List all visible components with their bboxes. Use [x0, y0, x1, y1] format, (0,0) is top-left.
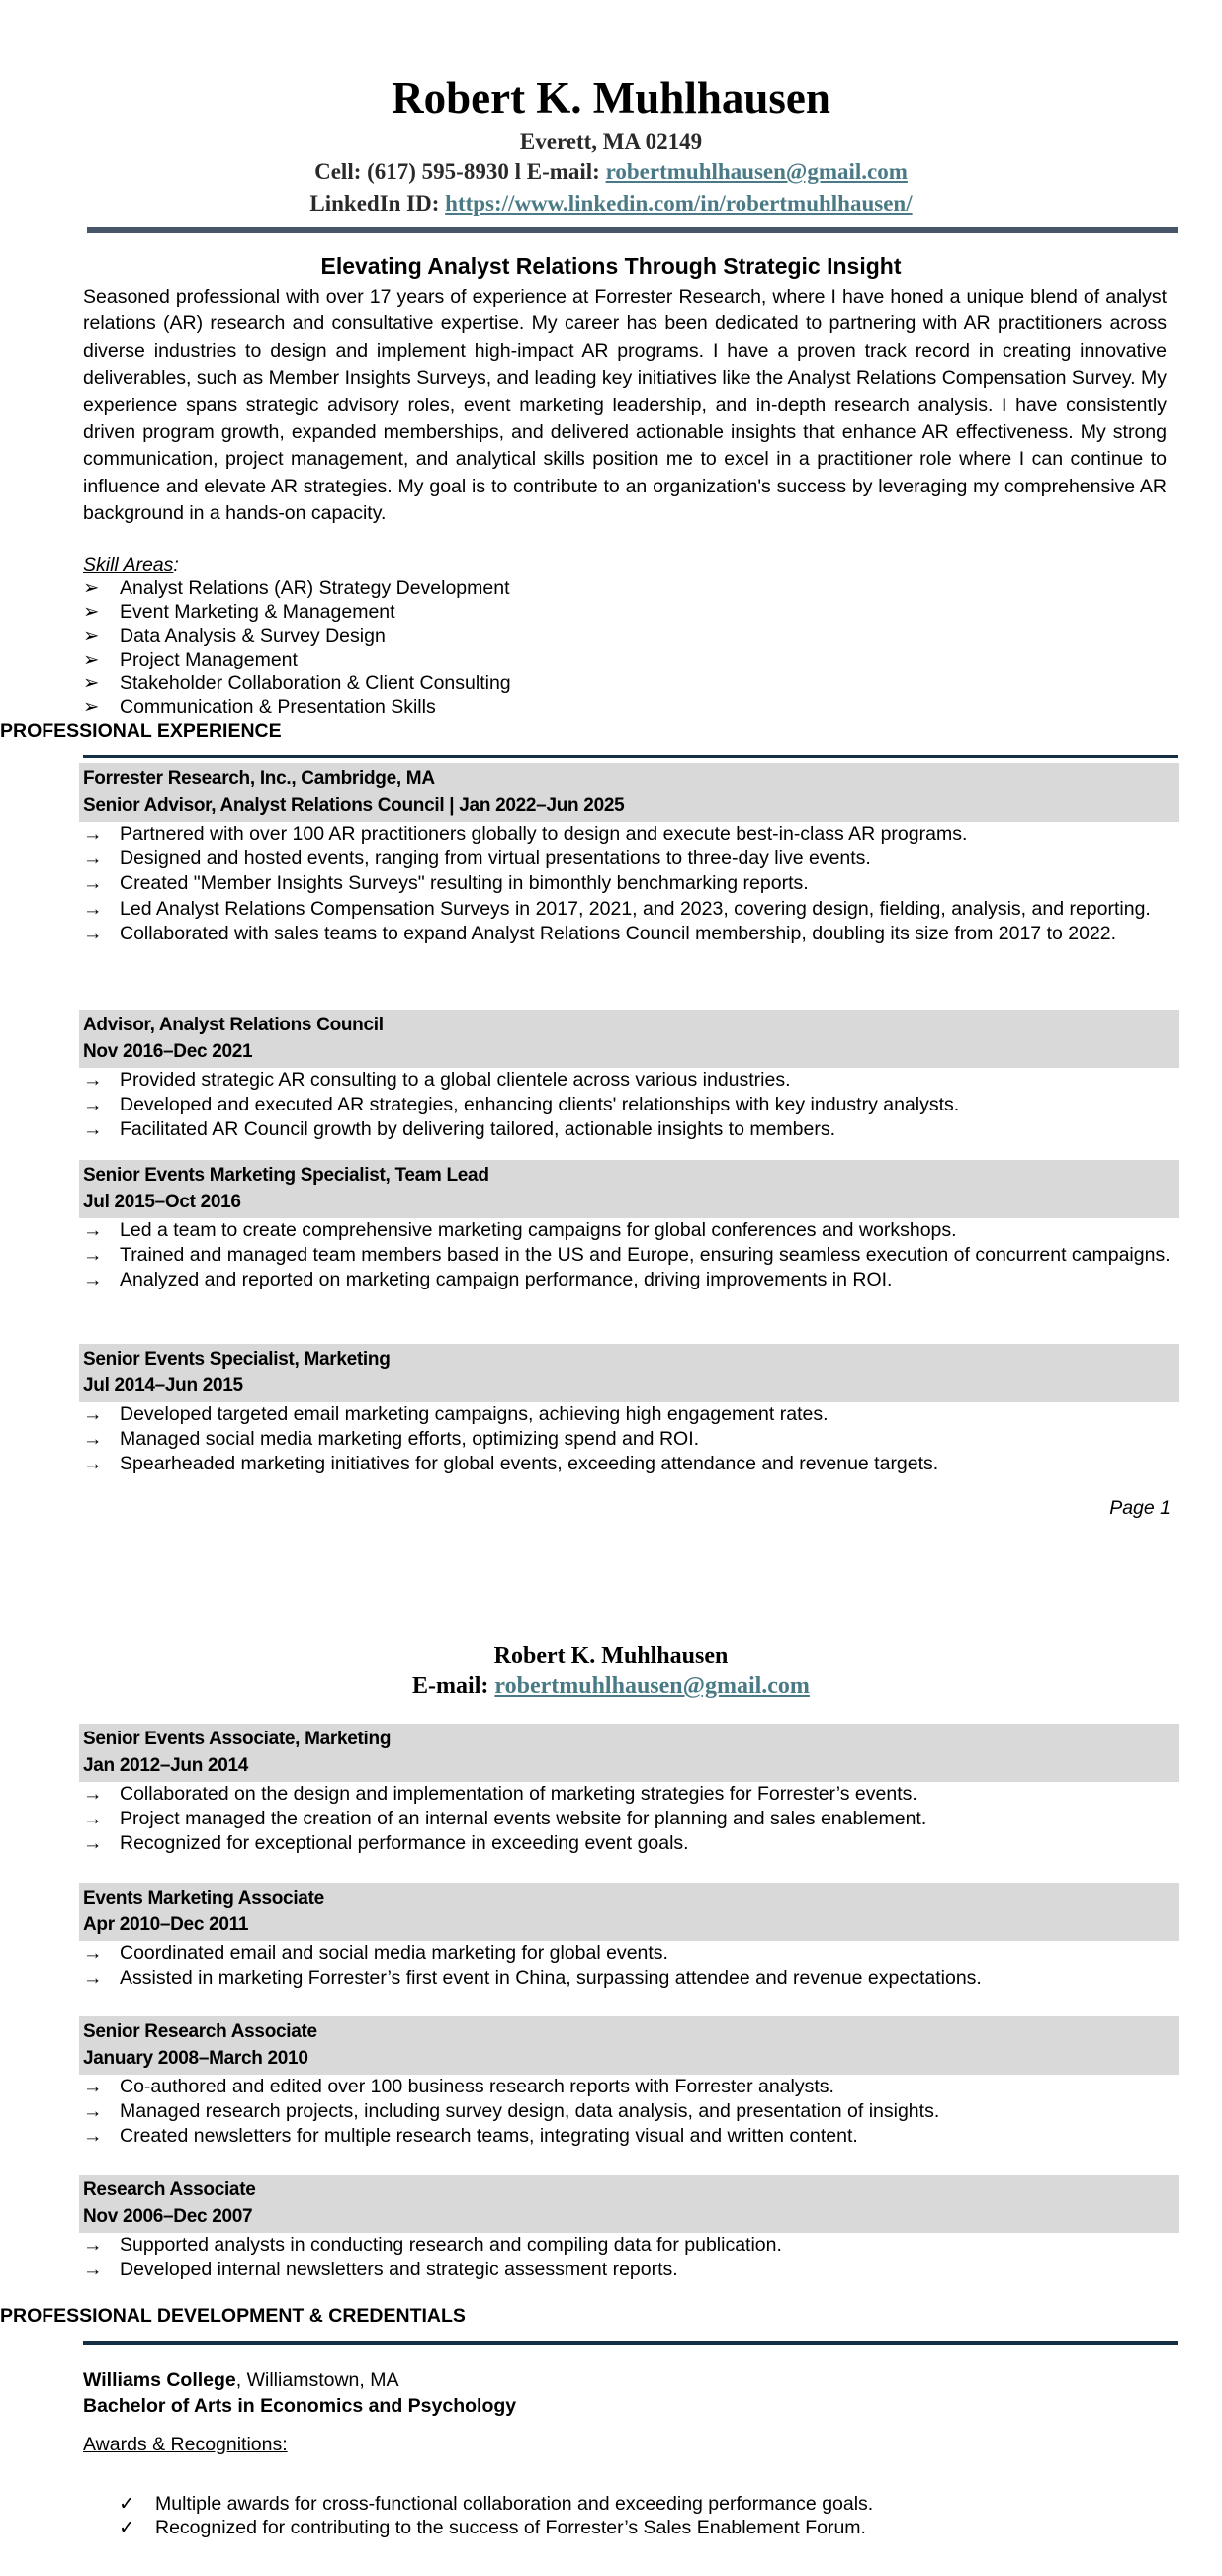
- job-header: [79, 1883, 1179, 1941]
- skill-text: Communication & Presentation Skills: [120, 696, 436, 718]
- page2-candidate-name: Robert K. Muhlhausen: [493, 1643, 729, 1669]
- job-bullet: [83, 846, 1179, 871]
- arrow-right-icon: →: [83, 1094, 103, 1116]
- job-bullet-text: Managed social media marketing efforts, optimizing spend and ROI.: [120, 1428, 700, 1451]
- skills-label-text: Skill Areas: [83, 554, 174, 576]
- experience-divider: [83, 755, 1178, 758]
- arrow-right-icon: →: [83, 1269, 103, 1291]
- skill-item: [83, 648, 511, 671]
- arrow-right-icon: →: [83, 2259, 103, 2281]
- arrowhead-bullet-icon: ➢: [83, 696, 100, 718]
- school-name: Williams College: [83, 2369, 236, 2391]
- job-bullet: [83, 1068, 1179, 1093]
- job-bullet: [83, 1427, 1179, 1452]
- arrow-right-icon: →: [83, 2100, 103, 2123]
- summary-headline: Elevating Analyst Relations Through Strategic Insight: [320, 253, 902, 279]
- job-bullet-text: Co-authored and edited over 100 business research reports with Forrester analysts.: [120, 2076, 834, 2097]
- job-bullet: [83, 1807, 1179, 1831]
- job-bullet-text: Created newsletters for multiple research teams, integrating visual and written content.: [120, 2125, 858, 2148]
- job-bullet-text: Created "Member Insights Surveys" resulting in bimonthly benchmarking reports.: [120, 872, 809, 895]
- arrow-right-icon: →: [83, 2076, 103, 2097]
- arrow-right-icon: →: [83, 922, 103, 944]
- school-location: , Williamstown, MA: [235, 2369, 399, 2391]
- job-bullet: [83, 1243, 1179, 1268]
- header-divider: [87, 227, 1178, 233]
- job-bullet: [83, 1402, 1179, 1427]
- job-header-line-2: Nov 2006–Dec 2007: [83, 2206, 253, 2227]
- job-header-line-2: Jan 2012–Jun 2014: [83, 1755, 249, 1776]
- job-bullets: [79, 1068, 1179, 1143]
- email-link[interactable]: robertmuhlhausen@gmail.com: [605, 159, 908, 184]
- job-header-line-1: Senior Research Associate: [83, 2021, 317, 2042]
- job-entry: [79, 763, 1179, 946]
- skill-item: [83, 600, 511, 624]
- job-bullet-text: Supported analysts in conducting research and compiling data for publication.: [120, 2234, 782, 2256]
- job-entry: [79, 2175, 1179, 2282]
- job-header: [79, 2016, 1179, 2075]
- job-bullet-text: Led a team to create comprehensive marketing campaigns for global conferences and workshops.: [120, 1219, 957, 1241]
- linkedin-line: [0, 190, 1222, 218]
- job-bullet: [83, 2233, 1179, 2258]
- arrow-right-icon: →: [83, 2234, 103, 2256]
- job-header: [79, 1160, 1179, 1218]
- job-bullet: [83, 1966, 1179, 1991]
- job-header-line-1: Forrester Research, Inc., Cambridge, MA: [83, 768, 435, 789]
- arrow-right-icon: →: [83, 1403, 103, 1425]
- arrow-right-icon: →: [83, 1118, 103, 1141]
- arrow-right-icon: →: [83, 1219, 103, 1241]
- job-bullet-text: Developed targeted email marketing campaigns, achieving high engagement rates.: [120, 1403, 829, 1425]
- school-line: [83, 2367, 516, 2393]
- job-header-line-1: Research Associate: [83, 2179, 256, 2200]
- linkedin-label: LinkedIn ID:: [309, 191, 446, 216]
- job-bullet-text: Designed and hosted events, ranging from virtual presentations to three-day live events.: [120, 847, 871, 870]
- job-header: [79, 763, 1179, 822]
- job-bullet: [83, 1452, 1179, 1476]
- job-bullet: [83, 1782, 1179, 1807]
- job-header-line-2: Apr 2010–Dec 2011: [83, 1914, 249, 1935]
- job-header: [79, 2175, 1179, 2233]
- credentials-section-title: PROFESSIONAL DEVELOPMENT & CREDENTIALS: [0, 2305, 466, 2327]
- job-bullet-text: Developed internal newsletters and strategic assessment reports.: [120, 2259, 678, 2281]
- skills-list: [83, 577, 511, 719]
- skill-text: Event Marketing & Management: [120, 601, 395, 623]
- skill-item: [83, 624, 511, 648]
- job-header: [79, 1724, 1179, 1782]
- job-header-line-2: Nov 2016–Dec 2021: [83, 1041, 253, 1062]
- job-bullet: [83, 2124, 1179, 2149]
- job-entry: [79, 1160, 1179, 1293]
- degree: Bachelor of Arts in Economics and Psychology: [83, 2395, 517, 2417]
- job-bullets: [79, 1782, 1179, 1857]
- job-header-line-2: January 2008–March 2010: [83, 2048, 308, 2069]
- job-header-line-2: Jul 2014–Jun 2015: [83, 1376, 243, 1396]
- skill-text: Stakeholder Collaboration & Client Consulting: [120, 672, 511, 694]
- job-bullet: [83, 1218, 1179, 1243]
- job-bullets: [79, 2075, 1179, 2150]
- job-bullet: [83, 2075, 1179, 2099]
- job-bullet: [83, 2099, 1179, 2124]
- job-bullet-text: Facilitated AR Council growth by delivering tailored, actionable insights to members.: [120, 1118, 836, 1141]
- arrow-right-icon: →: [83, 1967, 103, 1990]
- page2-email-link[interactable]: robertmuhlhausen@gmail.com: [494, 1673, 810, 1699]
- contact-line: [0, 158, 1222, 186]
- job-bullet: [83, 1941, 1179, 1966]
- job-bullet-text: Managed research projects, including survey design, data analysis, and presentation of insights.: [120, 2100, 940, 2123]
- skill-item: [83, 577, 511, 600]
- job-bullet: [83, 2258, 1179, 2282]
- experience-section-title: PROFESSIONAL EXPERIENCE: [0, 720, 282, 742]
- job-bullet-text: Partnered with over 100 AR practitioners globally to design and execute best-in-class AR programs.: [120, 823, 968, 844]
- job-header: [79, 1344, 1179, 1402]
- candidate-name: Robert K. Muhlhausen: [392, 73, 830, 123]
- checkmark-icon: ✓: [119, 2517, 135, 2538]
- job-header-line-2: Jul 2015–Oct 2016: [83, 1192, 241, 1212]
- job-bullet: [83, 1268, 1179, 1292]
- arrowhead-bullet-icon: ➢: [83, 672, 100, 694]
- job-bullet: [83, 871, 1179, 896]
- job-header-line-1: Events Marketing Associate: [83, 1888, 324, 1909]
- arrow-right-icon: →: [83, 1453, 103, 1475]
- arrow-right-icon: →: [83, 1942, 103, 1964]
- job-bullets: [79, 2233, 1179, 2282]
- award-item: [119, 2516, 873, 2539]
- arrow-right-icon: →: [83, 2125, 103, 2148]
- arrowhead-bullet-icon: ➢: [83, 625, 100, 647]
- cell-label: Cell: (617) 595-8930 l E-mail:: [314, 159, 606, 184]
- page-number: Page 1: [1109, 1497, 1171, 1519]
- arrow-right-icon: →: [83, 823, 103, 844]
- job-bullet-text: Developed and executed AR strategies, enhancing clients' relationships with key industry analysts.: [120, 1094, 960, 1116]
- skills-label: [83, 553, 179, 577]
- checkmark-icon: ✓: [119, 2493, 135, 2515]
- arrowhead-bullet-icon: ➢: [83, 601, 100, 623]
- job-bullet-text: Project managed the creation of an internal events website for planning and sales enablement.: [120, 1808, 927, 1830]
- job-bullet: [83, 897, 1179, 922]
- arrow-right-icon: →: [83, 872, 103, 895]
- job-header-line-1: Senior Events Associate, Marketing: [83, 1729, 392, 1749]
- job-bullets: [79, 1402, 1179, 1477]
- job-entry: [79, 1010, 1179, 1143]
- skill-text: Data Analysis & Survey Design: [120, 625, 386, 647]
- summary-paragraph: Seasoned professional with over 17 years of experience at Forrester Research, where I have honed a unique blend of analyst relations (AR) research and consultative expertise. My career has been dedicated to partnering with AR practitioners across diverse industries to design and implement high-impact AR programs. I have a proven track record in creating innovative deliverables, such as Member Insights Surveys, and leading key initiatives like the Analyst Relations Compensation Survey. My experience spans strategic advisory roles, event marketing leadership, and in-depth research analysis. I have consistently driven program growth, expanded memberships, and delivered actionable insights that enhance AR effectiveness. My strong communication, project management, and analytical skills position me to excel in a practitioner role where I can continue to influence and elevate AR strategies. My goal is to contribute to an organization's success by leveraging my comprehensive AR background in a hands-on capacity.: [83, 286, 1167, 525]
- award-text: Recognized for contributing to the success of Forrester’s Sales Enablement Forum.: [155, 2517, 866, 2538]
- arrowhead-bullet-icon: ➢: [83, 577, 100, 599]
- job-header-line-2: Senior Advisor, Analyst Relations Council | Jan 2022–Jun 2025: [83, 795, 625, 816]
- job-bullet: [83, 1117, 1179, 1142]
- job-bullet-text: Assisted in marketing Forrester’s first event in China, surpassing attendee and revenue expectations.: [120, 1967, 982, 1990]
- awards-list: [119, 2492, 873, 2539]
- job-entry: [79, 1344, 1179, 1477]
- arrow-right-icon: →: [83, 1244, 103, 1267]
- linkedin-link[interactable]: https://www.linkedin.com/in/robertmuhlhausen/: [445, 191, 913, 216]
- job-bullet-text: Coordinated email and social media marketing for global events.: [120, 1942, 668, 1964]
- job-header-line-1: Senior Events Marketing Specialist, Team Lead: [83, 1165, 489, 1186]
- job-header-line-1: Advisor, Analyst Relations Council: [83, 1015, 384, 1035]
- skill-item: [83, 695, 511, 719]
- job-bullets: [79, 822, 1179, 946]
- job-header: [79, 1010, 1179, 1068]
- job-bullet-text: Analyzed and reported on marketing campaign performance, driving improvements in ROI.: [120, 1269, 893, 1291]
- job-bullet: [83, 922, 1179, 946]
- awards-label: Awards & Recognitions:: [83, 2434, 288, 2455]
- skill-item: [83, 671, 511, 695]
- job-bullet: [83, 822, 1179, 846]
- job-bullet-text: Collaborated with sales teams to expand Analyst Relations Council membership, doubling its size from 2017 to 2022.: [120, 922, 1117, 944]
- arrow-right-icon: →: [83, 897, 103, 920]
- job-bullet-text: Provided strategic AR consulting to a global clientele across various industries.: [120, 1069, 791, 1091]
- arrow-right-icon: →: [83, 1783, 103, 1805]
- job-bullet: [83, 1831, 1179, 1856]
- skills-label-suffix: :: [173, 554, 179, 576]
- arrow-right-icon: →: [83, 1832, 103, 1855]
- job-bullets: [79, 1218, 1179, 1293]
- page2-email-label: E-mail:: [412, 1673, 495, 1699]
- job-bullet: [83, 1093, 1179, 1117]
- arrow-right-icon: →: [83, 1808, 103, 1830]
- job-entry: [79, 1724, 1179, 1857]
- award-item: [119, 2492, 873, 2516]
- job-bullets: [79, 1941, 1179, 1991]
- job-entry: [79, 1883, 1179, 1991]
- education-block: [83, 2367, 516, 2419]
- job-entry: [79, 2016, 1179, 2150]
- job-bullet-text: Led Analyst Relations Compensation Surveys in 2017, 2021, and 2023, covering design, fielding, analysis, and reporting.: [120, 897, 1151, 920]
- arrow-right-icon: →: [83, 1428, 103, 1451]
- arrow-right-icon: →: [83, 847, 103, 870]
- arrowhead-bullet-icon: ➢: [83, 649, 100, 670]
- credentials-divider: [83, 2341, 1178, 2345]
- arrow-right-icon: →: [83, 1069, 103, 1091]
- award-text: Multiple awards for cross-functional collaboration and exceeding performance goals.: [155, 2493, 874, 2515]
- skill-text: Analyst Relations (AR) Strategy Development: [120, 577, 510, 599]
- job-bullet-text: Trained and managed team members based in the US and Europe, ensuring seamless execution of concurrent campaigns.: [120, 1244, 1171, 1267]
- job-bullet-text: Spearheaded marketing initiatives for global events, exceeding attendance and revenue targets.: [120, 1453, 939, 1475]
- address: Everett, MA 02149: [519, 130, 703, 154]
- job-header-line-1: Senior Events Specialist, Marketing: [83, 1349, 391, 1370]
- page2-email-line: [0, 1671, 1222, 1701]
- job-bullet-text: Recognized for exceptional performance in exceeding event goals.: [120, 1832, 689, 1855]
- skill-text: Project Management: [120, 649, 298, 670]
- job-bullet-text: Collaborated on the design and implementation of marketing strategies for Forrester’s events.: [120, 1783, 917, 1805]
